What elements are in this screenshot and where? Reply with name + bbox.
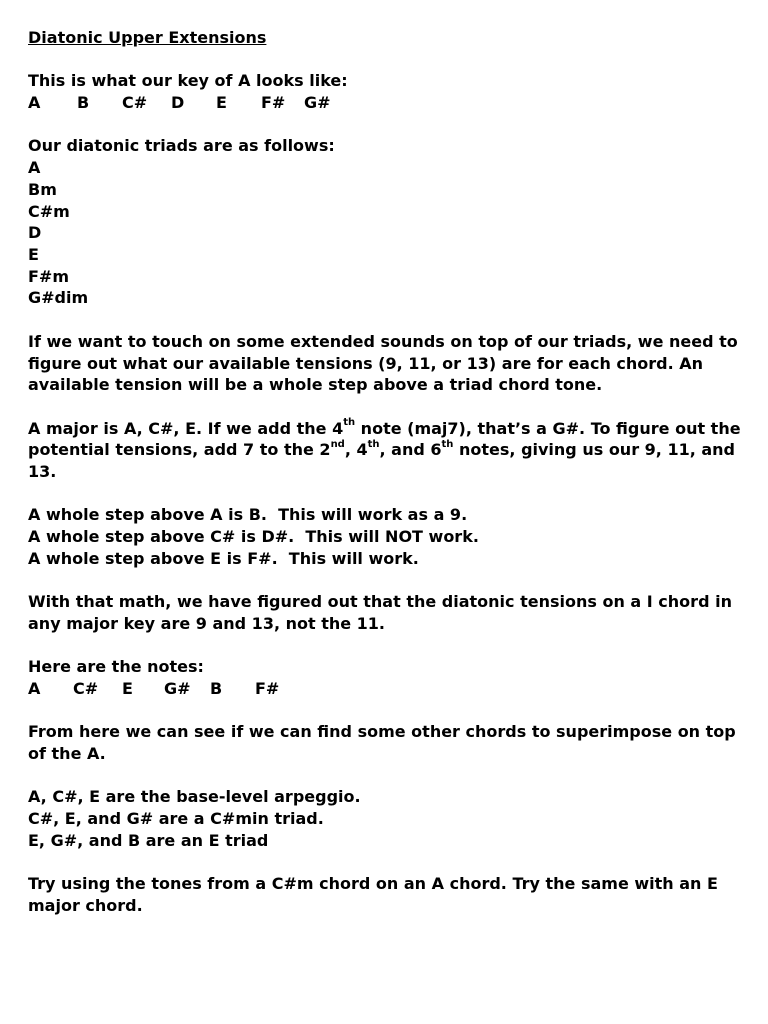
whole-step-line: A whole step above A is B. This will work as a 9. xyxy=(28,505,468,525)
arpeggio-line: A, C#, E are the base-level arpeggio. xyxy=(28,787,361,807)
superscript: th xyxy=(343,417,356,429)
major-text: A major is A, C#, E. If we add the 4 xyxy=(28,418,344,438)
math-paragraph: With that math, we have figured out that the diatonic tensions on a I chord in any major key are 9 and 13, not the 11. xyxy=(28,592,732,633)
major-text: notes, giving us our 9, 11, and 13. xyxy=(28,440,735,481)
note: E xyxy=(122,678,133,698)
spacer xyxy=(28,852,750,874)
spacer xyxy=(28,570,750,592)
whole-step-line: A whole step above E is F#. This will work. xyxy=(28,548,419,568)
arpeggio-line: C#, E, and G# are a C#min triad. xyxy=(28,809,324,829)
triad-item: C#m xyxy=(28,201,70,221)
major-text: , 4 xyxy=(344,440,368,460)
note: F# xyxy=(255,678,280,698)
spacer xyxy=(28,396,750,418)
spacer xyxy=(28,700,750,722)
major-text: , and 6 xyxy=(379,440,442,460)
triad-item: G#dim xyxy=(28,288,89,308)
extension-paragraph: If we want to touch on some extended sounds on top of our triads, we need to figure out what our available tensions (9, 11, or 13) are for each chord. An available tension will be a whole step above a triad chord tone. xyxy=(28,331,738,395)
closing-paragraph: Try using the tones from a C#m chord on an A chord. Try the same with an E major chord. xyxy=(28,874,718,915)
superscript: th xyxy=(441,438,454,450)
spacer xyxy=(28,483,750,505)
key-note: G# xyxy=(304,93,331,113)
note: G# xyxy=(164,678,191,698)
major-paragraph xyxy=(28,418,750,483)
superimpose-paragraph: From here we can see if we can find some other chords to superimpose on top of the A. xyxy=(28,722,736,764)
spacer xyxy=(28,309,750,331)
key-notes-row xyxy=(28,92,750,114)
arpeggio-line: E, G#, and B are an E triad xyxy=(28,830,269,850)
triad-item: A xyxy=(28,158,41,178)
superscript: nd xyxy=(330,438,345,450)
document-page xyxy=(28,27,750,917)
major-text: note (maj7), that’s a G#. To figure out the potential tensions, add 7 to the 2 xyxy=(28,418,741,460)
triad-item: F#m xyxy=(28,266,70,286)
triad-item: D xyxy=(28,223,42,243)
spacer xyxy=(28,49,750,71)
superscript: th xyxy=(367,438,380,450)
key-note: F# xyxy=(261,93,286,113)
spacer xyxy=(28,635,750,657)
note: A xyxy=(28,678,41,698)
key-intro: This is what our key of A looks like: xyxy=(28,71,348,91)
key-note: B xyxy=(77,93,90,113)
document-title: Diatonic Upper Extensions xyxy=(28,28,267,47)
notes-intro: Here are the notes: xyxy=(28,657,204,677)
triads-intro: Our diatonic triads are as follows: xyxy=(28,136,335,156)
whole-step-line: A whole step above C# is D#. This will NOT work. xyxy=(28,527,479,547)
key-note: C# xyxy=(122,93,148,113)
note: C# xyxy=(73,678,99,698)
key-note: E xyxy=(216,93,227,113)
triad-item: E xyxy=(28,245,39,264)
note: B xyxy=(210,678,223,698)
key-note: A xyxy=(28,93,41,113)
triad-item: Bm xyxy=(28,179,57,199)
spacer xyxy=(28,765,750,787)
key-note: D xyxy=(171,93,185,113)
notes-row xyxy=(28,678,750,700)
spacer xyxy=(28,114,750,136)
